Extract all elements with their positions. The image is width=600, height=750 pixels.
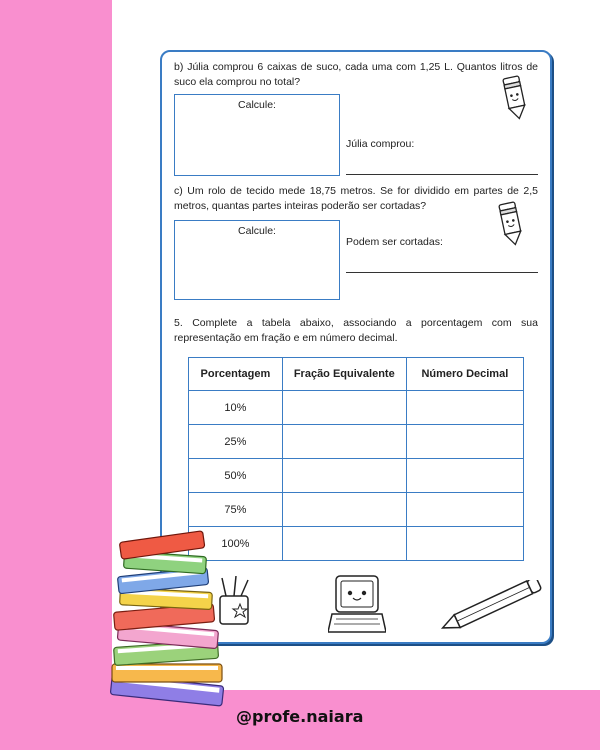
question-b: b) Júlia comprou 6 caixas de suco, cada uma com 1,25 L. Quantos litros de suco ela comprou no total? — [174, 61, 538, 88]
table-row — [189, 425, 524, 459]
question-5: 5. Complete a tabela abaixo, associando a porcentagem com sua representação em fração e em número decimal. — [174, 317, 538, 344]
decimal-cell[interactable] — [406, 493, 523, 527]
header-percent: Porcentagem — [189, 358, 283, 391]
percent-cell: 50% — [189, 459, 283, 493]
table-row — [189, 527, 524, 561]
percent-cell: 75% — [189, 493, 283, 527]
decimal-cell[interactable] — [406, 459, 523, 493]
pink-side-band — [0, 0, 112, 750]
table-row — [189, 391, 524, 425]
fraction-cell[interactable] — [282, 493, 406, 527]
fraction-cell[interactable] — [282, 425, 406, 459]
calc-label-c: Calcule: — [238, 225, 276, 237]
percent-cell: 25% — [189, 425, 283, 459]
decimal-cell[interactable] — [406, 527, 523, 561]
pencil-mascot-icon — [496, 200, 526, 248]
fraction-cell[interactable] — [282, 459, 406, 493]
calculation-box-b[interactable] — [174, 94, 340, 176]
answer-label-c: Podem ser cortadas: — [346, 236, 443, 248]
percent-cell: 10% — [189, 391, 283, 425]
answer-line-b[interactable] — [346, 174, 538, 175]
question-c: c) Um rolo de tecido mede 18,75 metros. Se for dividido em partes de 2,5 metros, quantas partes inteiras poderão ser cortadas? — [174, 185, 538, 212]
pencil-mascot-icon — [500, 74, 530, 122]
pencil-drawing-icon — [436, 580, 548, 632]
decimal-cell[interactable] — [406, 391, 523, 425]
answer-line-c[interactable] — [346, 272, 538, 273]
answer-label-b: Júlia comprou: — [346, 138, 415, 150]
profile-handle: @profe.naiara — [236, 707, 364, 726]
table-row — [189, 459, 524, 493]
header-fraction: Fração Equivalente — [282, 358, 406, 391]
fraction-cell[interactable] — [282, 391, 406, 425]
table-row — [189, 493, 524, 527]
header-decimal: Número Decimal — [406, 358, 523, 391]
laptop-mascot-icon — [328, 574, 386, 636]
decimal-cell[interactable] — [406, 425, 523, 459]
calculation-box-c[interactable] — [174, 220, 340, 300]
percent-cell: 100% — [189, 527, 283, 561]
fraction-cell[interactable] — [282, 527, 406, 561]
books-stack-icon — [104, 530, 230, 708]
percentage-table — [188, 357, 524, 561]
calc-label-b: Calcule: — [238, 99, 276, 111]
table-header-row — [189, 358, 524, 391]
